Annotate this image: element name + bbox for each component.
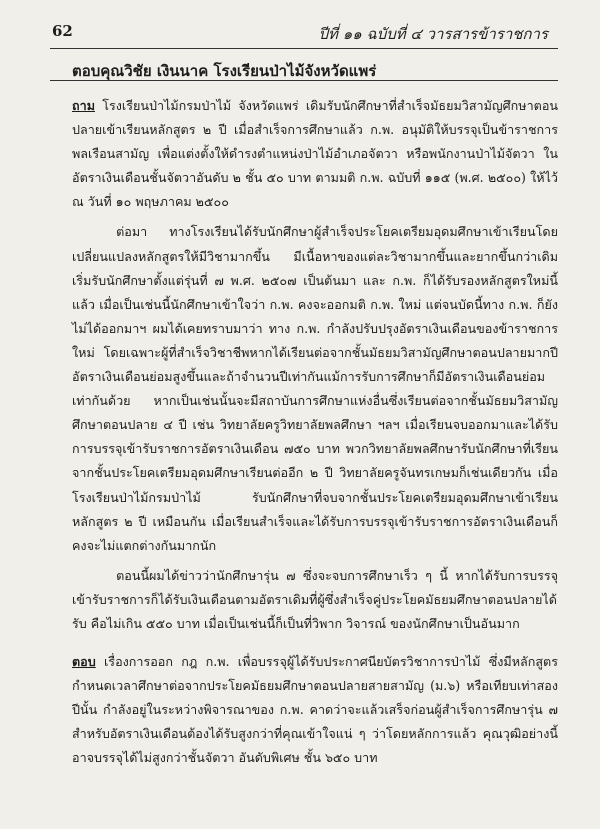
paragraph-text: ตอนนี้ผมได้ข่าวว่านักศึกษารุ่น ๗ ซึ่งจะจบการศึกษาเร็ว ๆ นี้ หากได้รับการบรรจุเข้ารับราชการก็ได้รับเงินเดือนตามอัตราเดิมที่ผู้ซึ่งสำเร็จคู่ประโยคมัธยมศึกษาตอนปลายได้รับ คือไม่เกิน ๕๕๐ บาท เมื่อเป็นเช่นนี้ก็เป็นที่วิพาก วิจารณ์ ของนักศึกษาเป็นอันมาก xyxy=(72,567,558,631)
body-paragraph xyxy=(72,220,558,557)
article-body xyxy=(72,94,558,771)
question-label: ถาม xyxy=(72,98,95,113)
page-number: 62 xyxy=(52,22,73,40)
body-paragraph xyxy=(72,564,558,636)
answer-text: เรื่องการออก กฎ ก.พ. เพื่อบรรจุผู้ได้รับประกาศนียบัตรวิชาการป่าไม้ ซึ่งมีหลักสูตรกำหนดเวลาศึกษาต่อจากประโยคมัธยมศึกษาตอนปลายสายสามัญ (ม.๖) หรือเทียบเท่าสองปีนั้น กำลังอยู่ในระหว่างพิจารณาของ ก.พ. คาดว่าจะแล้วเสร็จก่อนผู้สำเร็จการศึกษารุ่น ๗ สำหรับอัตราเงินเดือนต้องได้รับสูงกว่าที่คุณเข้าใจแน่ ๆ ว่าโดยหลักการแล้ว คุณวุฒิอย่างนี้อาจบรรจุได้ไม่สูงกว่าชั้นจัตวา อันดับพิเศษ ชั้น ๖๕๐ บาท xyxy=(72,654,558,766)
spacer xyxy=(72,636,558,650)
running-header: ปีที่ ๑๑ ฉบับที่ ๔ วารสารข้าราชการ xyxy=(318,25,548,43)
question-text: โรงเรียนป่าไม้กรมป่าไม้ จังหวัดแพร่ เดิมรับนักศึกษาที่สำเร็จมัธยมวิสามัญศึกษาตอนปลายเข้าเรียนหลักสูตร ๒ ปี เมื่อสำเร็จการศึกษาแล้ว ก.พ. อนุมัติให้บรรจุเป็นข้าราชการพลเรือนสามัญ เพื่อแต่งตั้งให้ดำรงตำแหน่งป่าไม้อำเภอจัตวา หรือพนักงานป่าไม้จัตวา ในอัตราเงินเดือนชั้นจัตวาอันดับ ๒ ชั้น ๕๐ บาท ตามมติ ก.พ. ฉบับที่ ๑๑๕ (พ.ศ. ๒๕๐๐) ให้ไว้ ณ วันที่ ๑๐ พฤษภาคม ๒๕๐๐ xyxy=(72,98,558,210)
section-title: ตอบคุณวิชัย เงินนาค โรงเรียนป่าไม้จังหวัดแพร่ xyxy=(72,62,377,80)
answer-paragraph xyxy=(72,650,558,770)
header-rule xyxy=(50,48,558,49)
question-paragraph xyxy=(72,94,558,214)
title-rule xyxy=(50,80,558,81)
answer-label: ตอบ xyxy=(72,654,96,670)
paragraph-text: ต่อมา ทางโรงเรียนได้รับนักศึกษาผู้สำเร็จประโยคเตรียมอุดมศึกษาเข้าเรียนโดยเปลี่ยนแปลงหลักสูตรให้มีวิชามากขึ้น มีเนื้อหาของแต่ละวิชามากขึ้นและยากขึ้นกว่าเดิม เริ่มรับนักศึกษาตั้งแต่รุ่นที่ ๗ พ.ศ. ๒๕๐๗ เป็นต้นมา และ ก.พ. ก็ได้รับรองหลักสูตรใหม่นี้แล้ว เมื่อเป็นเช่นนี้นักศึกษาเข้าใจว่า ก.พ. คงจะออกมติ ก.พ. ใหม่ แต่จนบัดนี้ทาง ก.พ. ก็ยังไม่ได้ออกมาฯ ผมได้เคยทราบมาว่า ทาง ก.พ. กำลังปรับปรุงอัตราเงินเดือนของข้าราชการใหม่ โดยเฉพาะผู้ที่สำเร็จวิชาชีพหากได้เรียนต่อจากชั้นมัธยมวิสามัญศึกษาตอนปลายมากปี อัตราเงินเดือนย่อมสูงขึ้นและถ้าจำนวนปีเท่ากันแม้การรับการศึกษาก็มีอัตราเงินเดือนย่อมเท่ากันด้วย หากเป็นเช่นนั้นจะมีสถาบันการศึกษาแห่งอื่นซึ่งเรียนต่อจากชั้นมัธยมวิสามัญศึกษาตอนปลาย ๔ ปี เช่น วิทยาลัยครูวิทยาลัยพลศึกษา ฯลฯ เมื่อเรียนจบออกมาและได้รับการบรรจุเข้ารับราชการอัตราเงินเดือน ๗๕๐ บาท พวกวิทยาลัยพลศึกษารับนักศึกษาที่เรียนจากชั้นประโยคเตรียมอุดมศึกษาเรียนต่ออีก ๒ ปี วิทยาลัยครูจันทรเกษมก็เช่นเดียวกัน เมื่อโรงเรียนป่าไม้กรมป่าไม้ รับนักศึกษาที่จบจากชั้นประโยคเตรียมอุดมศึกษาเข้าเรียน หลักสูตร ๒ ปี เหมือนกัน เมื่อเรียนสำเร็จและได้รับการบรรจุเข้ารับราชการอัตราเงินเดือนก็คงจะไม่แตกต่างกันมากนัก xyxy=(72,224,558,553)
